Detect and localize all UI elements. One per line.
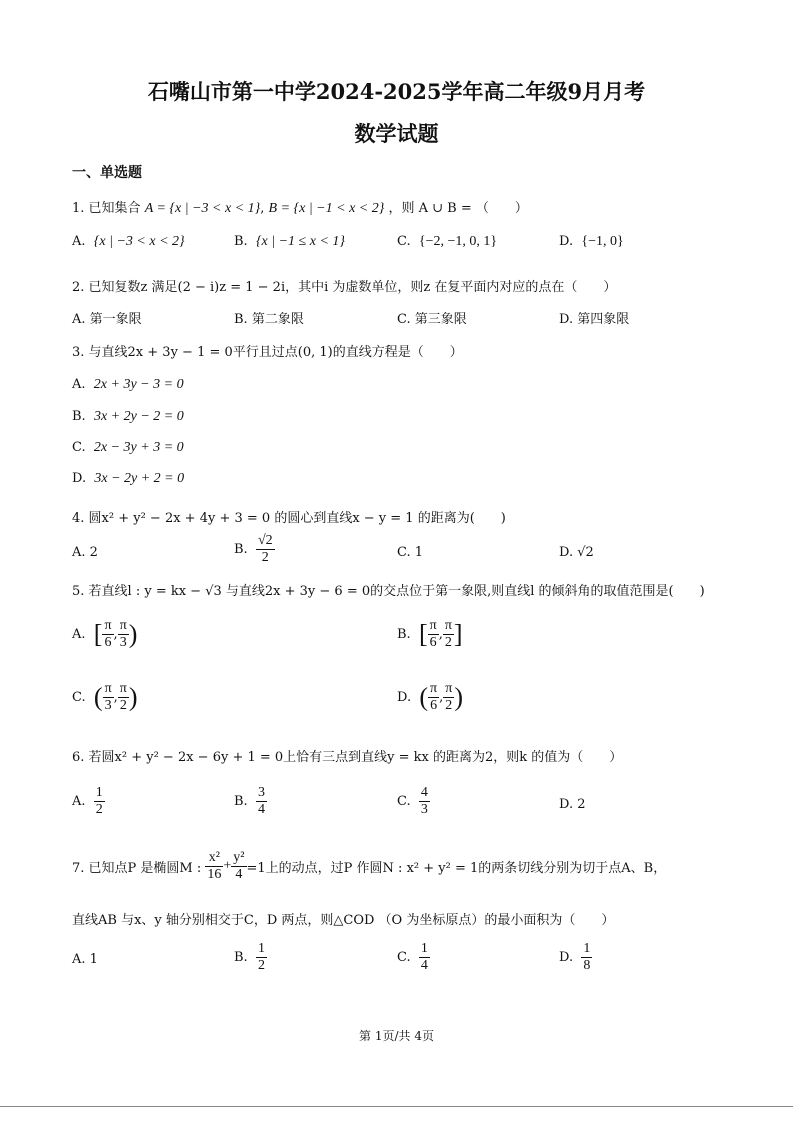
- q1-option-b[interactable]: B. {x | −1 ≤ x < 1}: [234, 234, 346, 249]
- set-b: B = {x | −1 < x < 2}: [268, 201, 385, 216]
- q6-option-b[interactable]: B. $\frac{3}{4}$: [234, 785, 265, 818]
- q6-option-a[interactable]: A. $\frac{1}{2}$: [72, 785, 103, 818]
- q1-option-a[interactable]: A. {x | −3 < x < 2}: [72, 234, 185, 249]
- q2-option-a[interactable]: A. 第一象限: [72, 312, 142, 327]
- fraction-root2-over-2: $\frac{√2}{2}$: [257, 533, 273, 566]
- q5-option-a[interactable]: A. [ $\frac{\pi}{6}$ , $\frac{\pi}{3}$ ): [72, 618, 138, 651]
- q1-option-c[interactable]: C. {−2, −1, 0, 1}: [397, 234, 498, 249]
- q4-option-c[interactable]: C. 1: [397, 545, 424, 560]
- q6-option-c[interactable]: C. $\frac{4}{3}$: [397, 785, 428, 818]
- q5-option-d[interactable]: D. ( $\frac{\pi}{6}$ , $\frac{\pi}{2}$ ): [397, 681, 463, 714]
- section-heading: 一、单选题: [72, 165, 142, 181]
- q2-option-c[interactable]: C. 第三象限: [397, 312, 467, 327]
- question-2: 2. 已知复数z 满足(2 − i)z = 1 − 2i，其中i 为虚数单位，则z 在复平面内对应的点在（ ）: [72, 280, 617, 295]
- question-5: 5. 若直线l : y = kx − √3 与直线2x + 3y − 6 = 0的交点位于第一象限,则直线l 的倾斜角的取值范围是( ): [72, 584, 705, 599]
- question-7-line-2: 直线AB 与x、y 轴分别相交于C，D 两点，则△COD （O 为坐标原点）的最小面积为（ ）: [72, 913, 615, 928]
- q7-option-d[interactable]: D. $\frac{1}{8}$: [559, 941, 591, 974]
- q1-option-d[interactable]: D. {−1, 0}: [559, 234, 624, 249]
- q3-option-a[interactable]: A. 2x + 3y − 3 = 0: [72, 377, 184, 392]
- exam-title: 石嘴山市第一中学2024-2025学年高二年级9月月考: [147, 79, 646, 104]
- q6-option-d[interactable]: D. 2: [559, 797, 586, 812]
- bottom-divider: [0, 1106, 793, 1107]
- q7-option-c[interactable]: C. $\frac{1}{4}$: [397, 941, 428, 974]
- q7-option-a[interactable]: A. 1: [72, 952, 98, 967]
- question-1-tail: ，则 A ∪ B = （ ）: [388, 201, 528, 216]
- q4-option-a[interactable]: A. 2: [72, 545, 98, 560]
- set-a: A = {x | −3 < x < 1}: [144, 201, 261, 216]
- question-1: 1. 已知集合 A = {x | −3 < x < 1}, B = {x | −1 < x < 2} ，则 A ∪ B = （ ）: [72, 201, 528, 216]
- q2-option-b[interactable]: B. 第二象限: [234, 312, 304, 327]
- q2-option-d[interactable]: D. 第四象限: [559, 312, 630, 327]
- q4-option-d[interactable]: D. √2: [559, 545, 594, 560]
- q5-option-c[interactable]: C. ( $\frac{\pi}{3}$ , $\frac{\pi}{2}$ ): [72, 681, 138, 714]
- q7-option-b[interactable]: B. $\frac{1}{2}$: [234, 941, 265, 974]
- q3-option-c[interactable]: C. 2x − 3y + 3 = 0: [72, 440, 184, 455]
- exam-subtitle: 数学试题: [354, 121, 439, 146]
- page-number: 第 1页/共 4页: [359, 1029, 434, 1043]
- question-1-stem: 1. 已知集合: [72, 201, 141, 216]
- question-7: 7. 已知点P 是椭圆M : $\frac{\text{x²}}{16}$ + $\frac{\text{y²}}{4}$ =1上的动点，过P 作圆N : x² + y² = 1的两条切线分别为切于点A、B，: [72, 850, 667, 883]
- q3-option-b[interactable]: B. 3x + 2y − 2 = 0: [72, 409, 184, 424]
- question-6: 6. 若圆x² + y² − 2x − 6y + 1 = 0上恰有三点到直线y = kx 的距离为2，则k 的值为（ ）: [72, 750, 623, 765]
- q5-option-b[interactable]: B. [ $\frac{\pi}{6}$ , $\frac{\pi}{2}$ ]: [397, 618, 463, 651]
- q3-option-d[interactable]: D. 3x − 2y + 2 = 0: [72, 471, 185, 486]
- question-3: 3. 与直线2x + 3y − 1 = 0平行且过点(0, 1)的直线方程是（ ）: [72, 345, 463, 360]
- question-4: 4. 圆x² + y² − 2x + 4y + 3 = 0 的圆心到直线x − y = 1 的距离为( ): [72, 511, 506, 526]
- q4-option-b[interactable]: B. $\frac{√2}{2}$: [234, 533, 273, 566]
